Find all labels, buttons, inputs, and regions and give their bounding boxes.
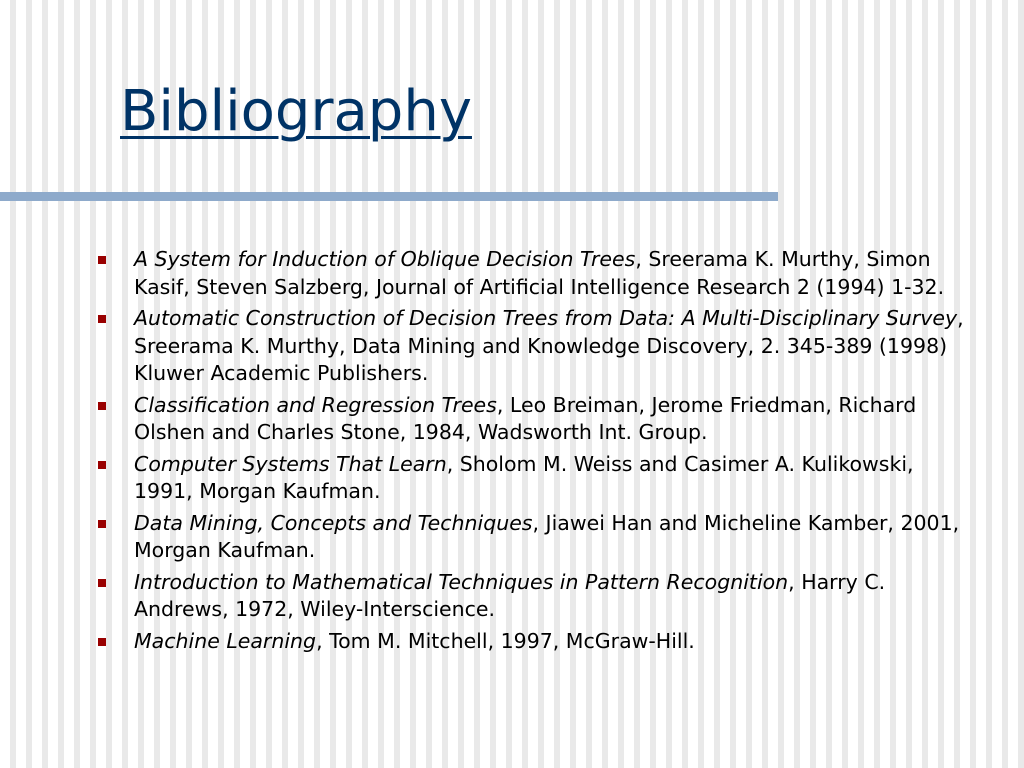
list-item xyxy=(96,628,976,656)
list-item xyxy=(96,510,976,565)
square-bullet-icon xyxy=(98,638,106,646)
reference-title: Machine Learning xyxy=(134,628,317,653)
reference-details: , Leo Breiman, Jerome Friedman, Richard Olshen and Charles Stone, 1984, Wadsworth Int. Group. xyxy=(134,392,917,444)
list-item xyxy=(96,451,976,506)
reference-details: , Jiawei Han and Micheline Kamber, 2001, Morgan Kaufman. xyxy=(134,510,960,562)
reference-title: Introduction to Mathematical Techniques in Pattern Recognition xyxy=(134,569,789,594)
title-divider xyxy=(0,192,778,201)
list-item xyxy=(96,305,976,388)
list-item xyxy=(96,392,976,447)
reference-title: A System for Induction of Oblique Decision Trees xyxy=(134,247,636,271)
reference-details: , Sholom M. Weiss and Casimer A. Kulikowski, 1991, Morgan Kaufman. xyxy=(134,451,914,503)
square-bullet-icon xyxy=(98,520,106,528)
square-bullet-icon xyxy=(98,461,106,469)
reference-details: , Tom M. Mitchell, 1997, McGraw-Hill. xyxy=(316,628,695,653)
square-bullet-icon xyxy=(98,402,106,410)
reference-title: Data Mining, Concepts and Techniques xyxy=(134,510,533,535)
bibliography-list xyxy=(96,246,976,659)
slide-title: Bibliography xyxy=(120,79,472,144)
reference-title: Automatic Construction of Decision Trees from Data: A Multi-Disciplinary Survey xyxy=(134,306,958,330)
reference-title: Classification and Regression Trees xyxy=(134,392,497,417)
reference-details: , Sreerama K. Murthy, Data Mining and Knowledge Discovery, 2. 345-389 (1998) Kluwer Academic Publishers. xyxy=(134,306,964,385)
list-item xyxy=(96,246,976,301)
square-bullet-icon xyxy=(98,256,106,264)
square-bullet-icon xyxy=(98,315,106,323)
reference-title: Computer Systems That Learn xyxy=(134,451,447,476)
reference-details: , Sreerama K. Murthy, Simon Kasif, Steven Salzberg, Journal of Artificial Intelligence Research 2 (1994) 1-32. xyxy=(134,247,945,299)
reference-details: , Harry C. Andrews, 1972, Wiley-Interscience. xyxy=(134,569,886,621)
square-bullet-icon xyxy=(98,579,106,587)
list-item xyxy=(96,569,976,624)
